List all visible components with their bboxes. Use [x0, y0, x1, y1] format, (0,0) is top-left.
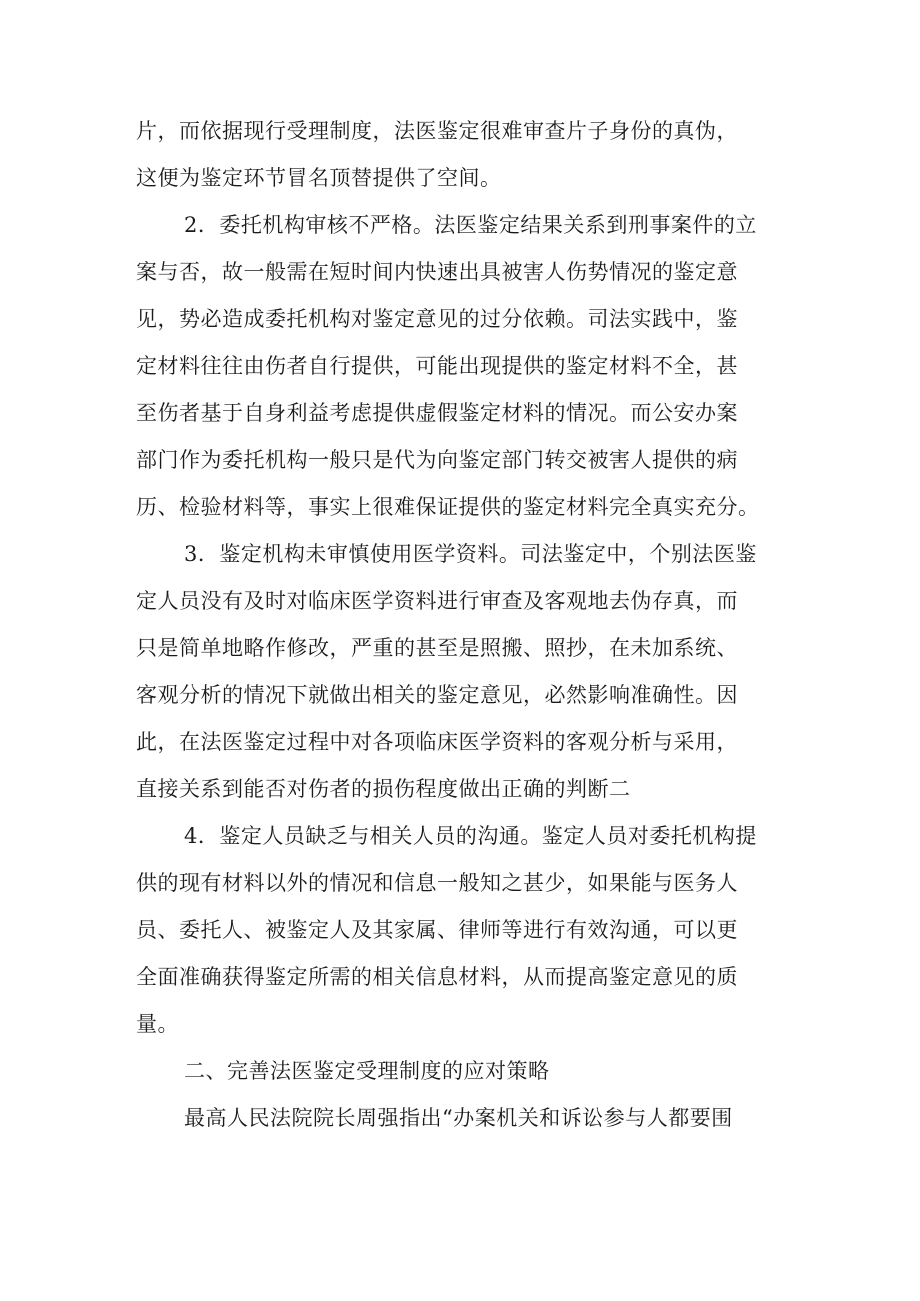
text-line: 客观分析的情况下就做出相关的鉴定意见，必然影响准确性。因: [136, 683, 738, 707]
paragraph-item-3-start: 3．鉴定机构未审慎使用医学资料。司法鉴定中，个别法医鉴: [184, 542, 757, 566]
text-line: 见，势必造成委托机构对鉴定意见的过分依赖。司法实践中，鉴: [136, 307, 738, 331]
text-line: 这便为鉴定环节冒名顶替提供了空间。: [136, 166, 502, 190]
text-line: 此，在法医鉴定过程中对各项临床医学资料的客观分析与采用，: [136, 730, 738, 754]
text-line: 全面准确获得鉴定所需的相关信息材料，从而提高鉴定意见的质: [136, 965, 738, 989]
text-line: 历、检验材料等，事实上很难保证提供的鉴定材料完全真实充分。: [136, 495, 760, 519]
text-line: 供的现有材料以外的情况和信息一般知之甚少，如果能与医务人: [136, 871, 738, 895]
text-line: 直接关系到能否对伤者的损伤程度做出正确的判断二: [136, 777, 631, 801]
text-line: 案与否，故一般需在短时间内快速出具被害人伤势情况的鉴定意: [136, 260, 738, 284]
document-body: [136, 108, 796, 1142]
paragraph-item-2-start: 2．委托机构审核不严格。法医鉴定结果关系到刑事案件的立: [184, 213, 757, 237]
text-line: 只是简单地略作修改，严重的甚至是照搬、照抄，在未加系统、: [136, 636, 738, 660]
text-line: 部门作为委托机构一般只是代为向鉴定部门转交被害人提供的病: [136, 448, 738, 472]
text-line: 定材料往往由伤者自行提供，可能出现提供的鉴定材料不全，甚: [136, 354, 738, 378]
text-line: 至伤者基于自身利益考虑提供虚假鉴定材料的情况。而公安办案: [136, 401, 738, 425]
text-line: 员、委托人、被鉴定人及其家属、律师等进行有效沟通，可以更: [136, 918, 738, 942]
section-heading: 二、完善法医鉴定受理制度的应对策略: [184, 1059, 550, 1083]
paragraph-start: 最高人民法院院长周强指出“办案机关和诉讼参与人都要围: [184, 1106, 733, 1130]
text-line: 量。: [136, 1012, 179, 1036]
paragraph-item-4-start: 4．鉴定人员缺乏与相关人员的沟通。鉴定人员对委托机构提: [184, 824, 757, 848]
text-line: 定人员没有及时对临床医学资料进行审查及客观地去伪存真，而: [136, 589, 738, 613]
text-line: 片，而依据现行受理制度，法医鉴定很难审查片子身份的真伪，: [136, 119, 738, 143]
